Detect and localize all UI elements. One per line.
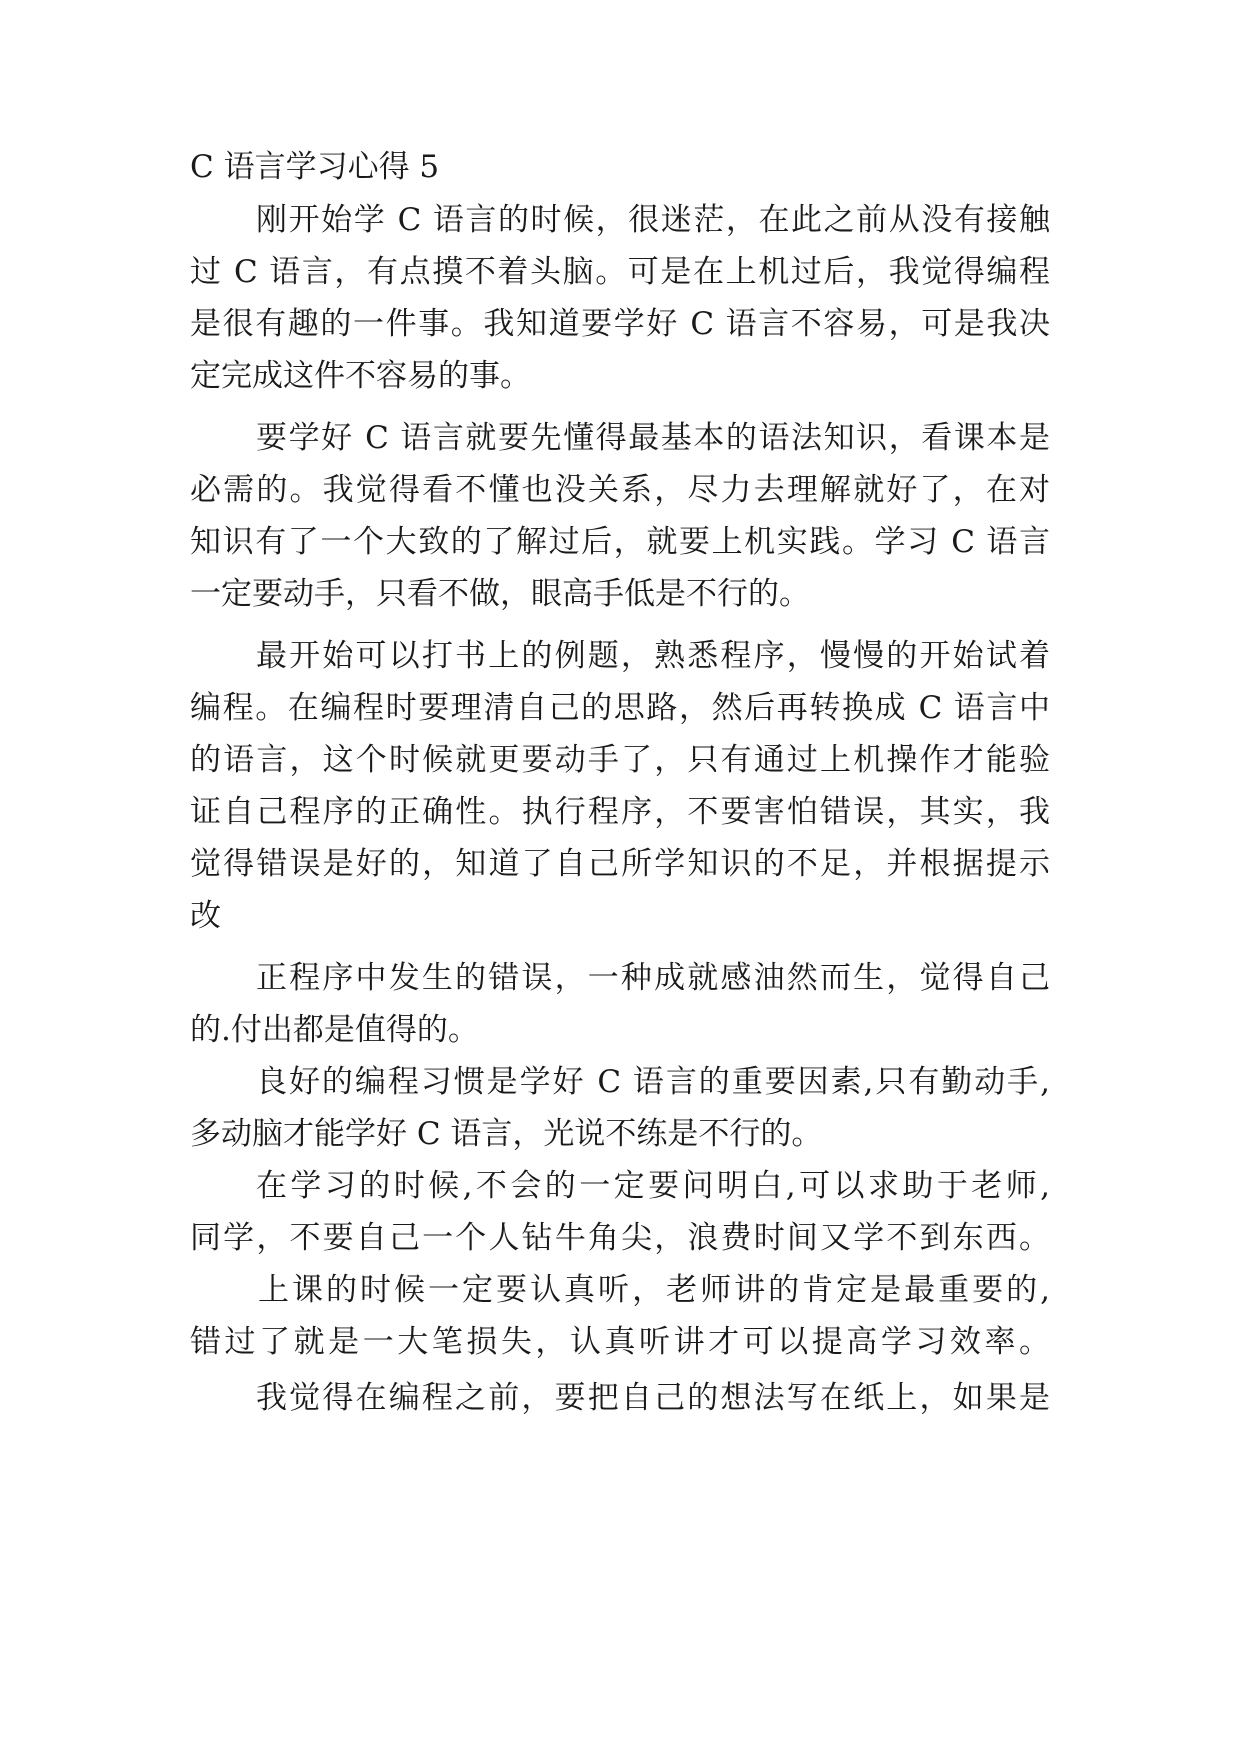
document-title: C 语言学习心得 5 <box>190 149 440 185</box>
paragraph-6-line-2: 同学，不要自己一个人钻牛角尖，浪费时间又学不到东西。 <box>190 1220 1050 1256</box>
paragraph-5-line-2: 多动脑才能学好 C 语言，光说不练是不行的。 <box>190 1116 823 1152</box>
paragraph-1-line-2: 过 C 语言，有点摸不着头脑。可是在上机过后，我觉得编程 <box>190 254 1050 290</box>
paragraph-1-line-3: 是很有趣的一件事。我知道要学好 C 语言不容易，可是我决 <box>190 306 1050 342</box>
paragraph-2-line-1: 要学好 C 语言就要先懂得最基本的语法知识，看课本是 <box>256 420 1050 456</box>
paragraph-3-line-5: 觉得错误是好的，知道了自己所学知识的不足，并根据提示 <box>190 846 1050 882</box>
paragraph-2-line-3: 知识有了一个大致的了解过后，就要上机实践。学习 C 语言 <box>190 524 1050 560</box>
paragraph-4-line-1: 正程序中发生的错误，一种成就感油然而生，觉得自己 <box>256 960 1050 996</box>
paragraph-1-line-1: 刚开始学 C 语言的时候，很迷茫，在此之前从没有接触 <box>256 202 1050 238</box>
paragraph-2-line-2: 必需的。我觉得看不懂也没关系，尽力去理解就好了，在对 <box>190 472 1050 508</box>
paragraph-1-line-4: 定完成这件不容易的事。 <box>190 358 531 394</box>
paragraph-2-line-4: 一定要动手，只看不做，眼高手低是不行的。 <box>190 576 810 612</box>
paragraph-8-line-1: 我觉得在编程之前，要把自己的想法写在纸上，如果是 <box>256 1380 1050 1416</box>
paragraph-3-line-4: 证自己程序的正确性。执行程序，不要害怕错误，其实，我 <box>190 794 1050 830</box>
paragraph-3-line-2: 编程。在编程时要理清自己的思路，然后再转换成 C 语言中 <box>190 690 1050 726</box>
paragraph-7-line-1: 上课的时候一定要认真听，老师讲的肯定是最重要的, <box>258 1272 1050 1308</box>
paragraph-3-line-6: 改 <box>190 898 221 934</box>
paragraph-3-line-1: 最开始可以打书上的例题，熟悉程序，慢慢的开始试着 <box>256 638 1050 674</box>
paragraph-3-line-3: 的语言，这个时候就更要动手了，只有通过上机操作才能验 <box>190 742 1050 778</box>
paragraph-6-line-1: 在学习的时候,不会的一定要问明白,可以求助于老师, <box>256 1168 1050 1204</box>
paragraph-4-line-2: 的.付出都是值得的。 <box>190 1012 479 1048</box>
paragraph-7-line-2: 错过了就是一大笔损失，认真听讲才可以提高学习效率。 <box>190 1324 1050 1360</box>
paragraph-5-line-1: 良好的编程习惯是学好 C 语言的重要因素,只有勤动手, <box>256 1064 1050 1100</box>
